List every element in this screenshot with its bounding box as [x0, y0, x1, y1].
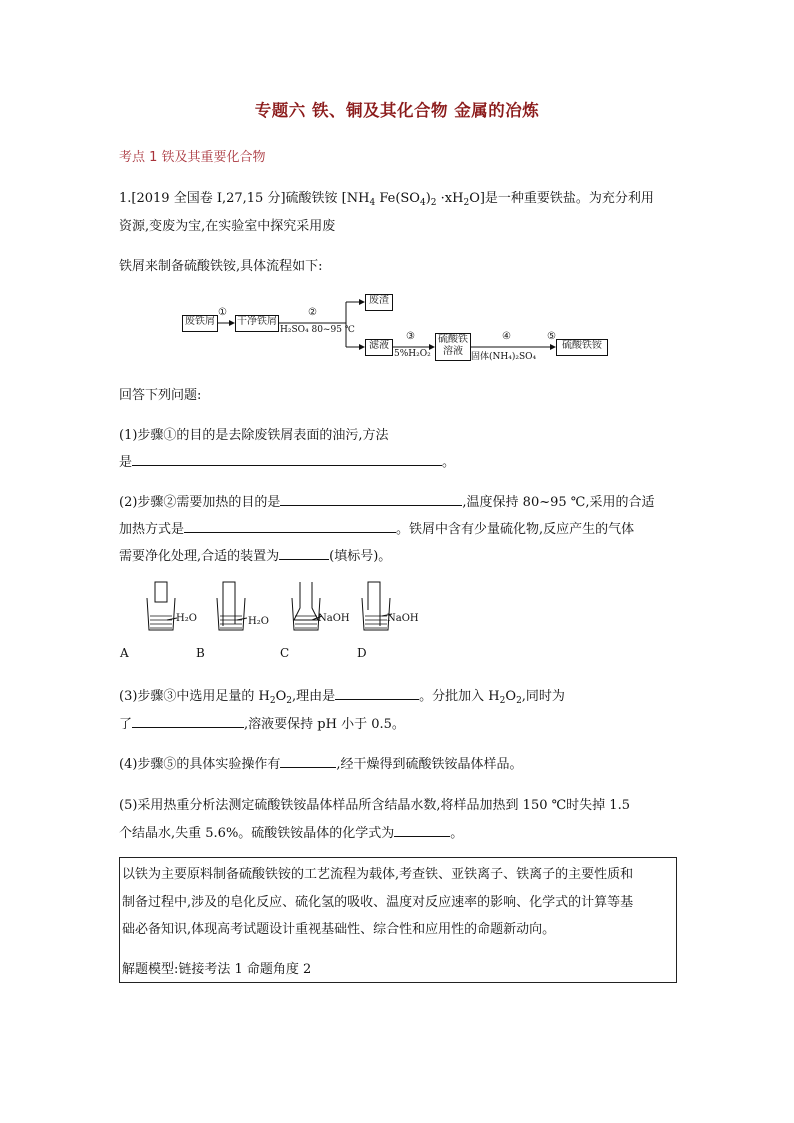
flow-box-filtrate: 滤液	[365, 339, 393, 356]
step-1-label: ①	[218, 307, 227, 318]
note-line-2: 制备过程中,涉及的皂化反应、硫化氢的吸收、温度对反应速率的影响、化学式的计算等基	[122, 895, 634, 910]
step-4-label: ④	[502, 331, 511, 342]
step-2-condition: H₂SO₄ 80~95 ℃	[280, 325, 355, 335]
p4-line: (4)步骤⑤的具体实验操作有 ,经干燥得到硫酸铁铵晶体样品。	[119, 757, 523, 772]
q1-line3: 铁屑来制备硫酸铁铵,具体流程如下:	[119, 259, 323, 274]
flow-box-waste-iron: 废铁屑	[182, 315, 218, 332]
answer-blank[interactable]	[280, 493, 462, 506]
p5-line2: 个结晶水,失重 5.6%。硫酸铁铵晶体的化学式为 。	[119, 826, 464, 841]
p1-line2: 是 。	[119, 455, 456, 470]
note-line-3: 础必备知识,体现高考试题设计重视基础性、综合性和应用性的命题新动向。	[122, 922, 556, 937]
page-title: 专题六 铁、铜及其化合物 金属的冶炼	[254, 101, 540, 120]
apparatus-a-label: A	[120, 646, 129, 660]
q1-line2: 资源,变废为宝,在实验室中探究采用废	[119, 219, 336, 234]
note-line-1: 以铁为主要原料制备硫酸铁铵的工艺流程为载体,考查铁、亚铁离子、铁离子的主要性质和	[122, 867, 634, 882]
answer-blank[interactable]	[132, 715, 244, 728]
section-heading: 考点 1 铁及其重要化合物	[119, 150, 266, 165]
q1-line1: 1.[2019 全国卷 Ⅰ,27,15 分]硫酸铁铵 [$NH_4$ $Fe(SO_4)_2 \cdot xH_2O$]是一种重要铁盐。为充分利用	[119, 191, 654, 208]
apparatus-b	[217, 582, 247, 630]
gas-absorption-apparatus	[140, 580, 440, 640]
apparatus-a	[147, 582, 177, 630]
p1-line1: (1)步骤①的目的是去除废铁屑表面的油污,方法	[119, 428, 389, 443]
flow-box-clean-iron: 干净铁屑	[235, 315, 279, 332]
apparatus-b-liquid: H₂O	[248, 616, 269, 627]
flow-box-ferric-sulfate: 硫酸铁 溶液	[435, 333, 471, 361]
analysis-note-box	[119, 857, 677, 983]
step-3-label: ③	[406, 331, 415, 342]
p2-line1: (2)步骤②需要加热的目的是 ,温度保持 80~95 ℃,采用的合适	[119, 495, 655, 510]
apparatus-a-liquid: H₂O	[176, 613, 197, 624]
apparatus-d-label: D	[357, 646, 367, 660]
p3-line2: 了 ,溶液要保持 pH 小于 0.5。	[119, 717, 405, 732]
answer-blank[interactable]	[132, 453, 442, 466]
flow-box-product: 硫酸铁铵	[556, 339, 608, 356]
answer-blank[interactable]	[279, 547, 329, 560]
note-line-4: 解题模型:链接考法 1 命题角度 2	[122, 962, 312, 977]
answer-blank[interactable]	[335, 687, 419, 700]
apparatus-b-label: B	[196, 646, 205, 660]
answer-blank[interactable]	[394, 824, 450, 837]
step-2-label: ②	[308, 307, 317, 318]
p2-line2: 加热方式是 。铁屑中含有少量硫化物,反应产生的气体	[119, 522, 635, 537]
apparatus-c-label: C	[280, 646, 290, 660]
answer-intro: 回答下列问题:	[119, 388, 202, 403]
step-4-condition: 固体(NH₄)₂SO₄	[471, 352, 537, 362]
apparatus-c-liquid: NaOH	[318, 613, 350, 624]
p2-line3: 需要净化处理,合适的装置为 (填标号)。	[119, 549, 392, 564]
step-3-condition: 5%H₂O₂	[394, 349, 431, 359]
step-5-label: ⑤	[547, 331, 556, 342]
flow-box-residue: 废渣	[365, 294, 393, 311]
answer-blank[interactable]	[280, 755, 336, 768]
p5-line1: (5)采用热重分析法测定硫酸铁铵晶体样品所含结晶水数,将样品加热到 150 ℃时失掉 1.5	[119, 798, 630, 813]
answer-blank[interactable]	[184, 520, 396, 533]
p3-line1: (3)步骤③中选用足量的 $H_2O_2$,理由是 。分批加入 $H_2O_2$,同时为	[119, 689, 565, 706]
apparatus-d-liquid: NaOH	[387, 613, 419, 624]
